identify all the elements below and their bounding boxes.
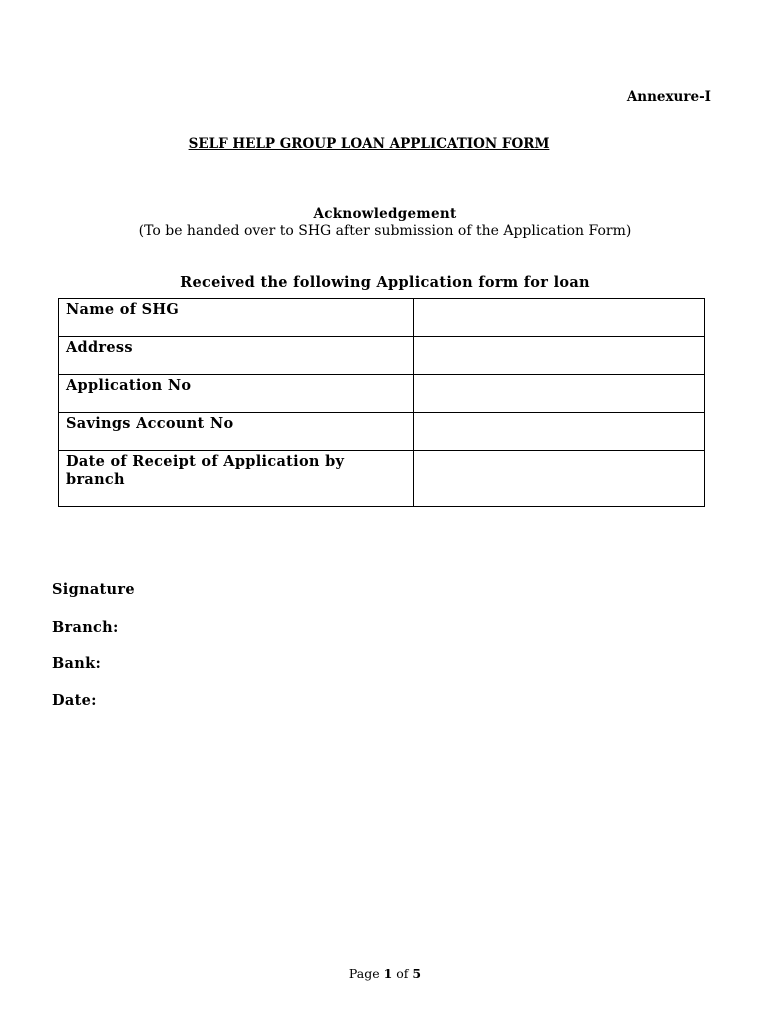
row-label-name-of-shg: Name of SHG [59,299,414,337]
date-label: Date: [52,692,97,709]
row-value-name-of-shg[interactable] [414,299,705,337]
table-row [59,413,705,451]
row-value-date-of-receipt[interactable] [414,451,705,507]
page-footer [0,966,770,981]
row-label-savings-account-no: Savings Account No [59,413,414,451]
bank-label: Bank: [52,655,102,672]
table-row [59,337,705,375]
row-value-address[interactable] [414,337,705,375]
row-label-address: Address [59,337,414,375]
total-pages-number: 5 [412,966,422,981]
page-prefix: Page [348,966,380,981]
current-page-number: 1 [383,966,393,981]
received-heading: Received the following Application form for loan [180,274,590,291]
table-row [59,375,705,413]
table-row [59,299,705,337]
page-of-word: of [396,966,409,981]
row-label-date-of-receipt: Date of Receipt of Application by branch [59,451,414,507]
row-value-application-no[interactable] [414,375,705,413]
application-details-table [58,298,705,507]
acknowledgement-note: (To be handed over to SHG after submission of the Application Form) [138,223,632,239]
form-title: SELF HELP GROUP LOAN APPLICATION FORM [188,136,550,152]
row-value-savings-account-no[interactable] [414,413,705,451]
branch-label: Branch: [52,619,119,636]
acknowledgement-title: Acknowledgement [313,206,457,222]
annexure-label: Annexure-I [626,89,711,105]
table-row [59,451,705,507]
row-label-application-no: Application No [59,375,414,413]
signature-label: Signature [52,581,135,598]
